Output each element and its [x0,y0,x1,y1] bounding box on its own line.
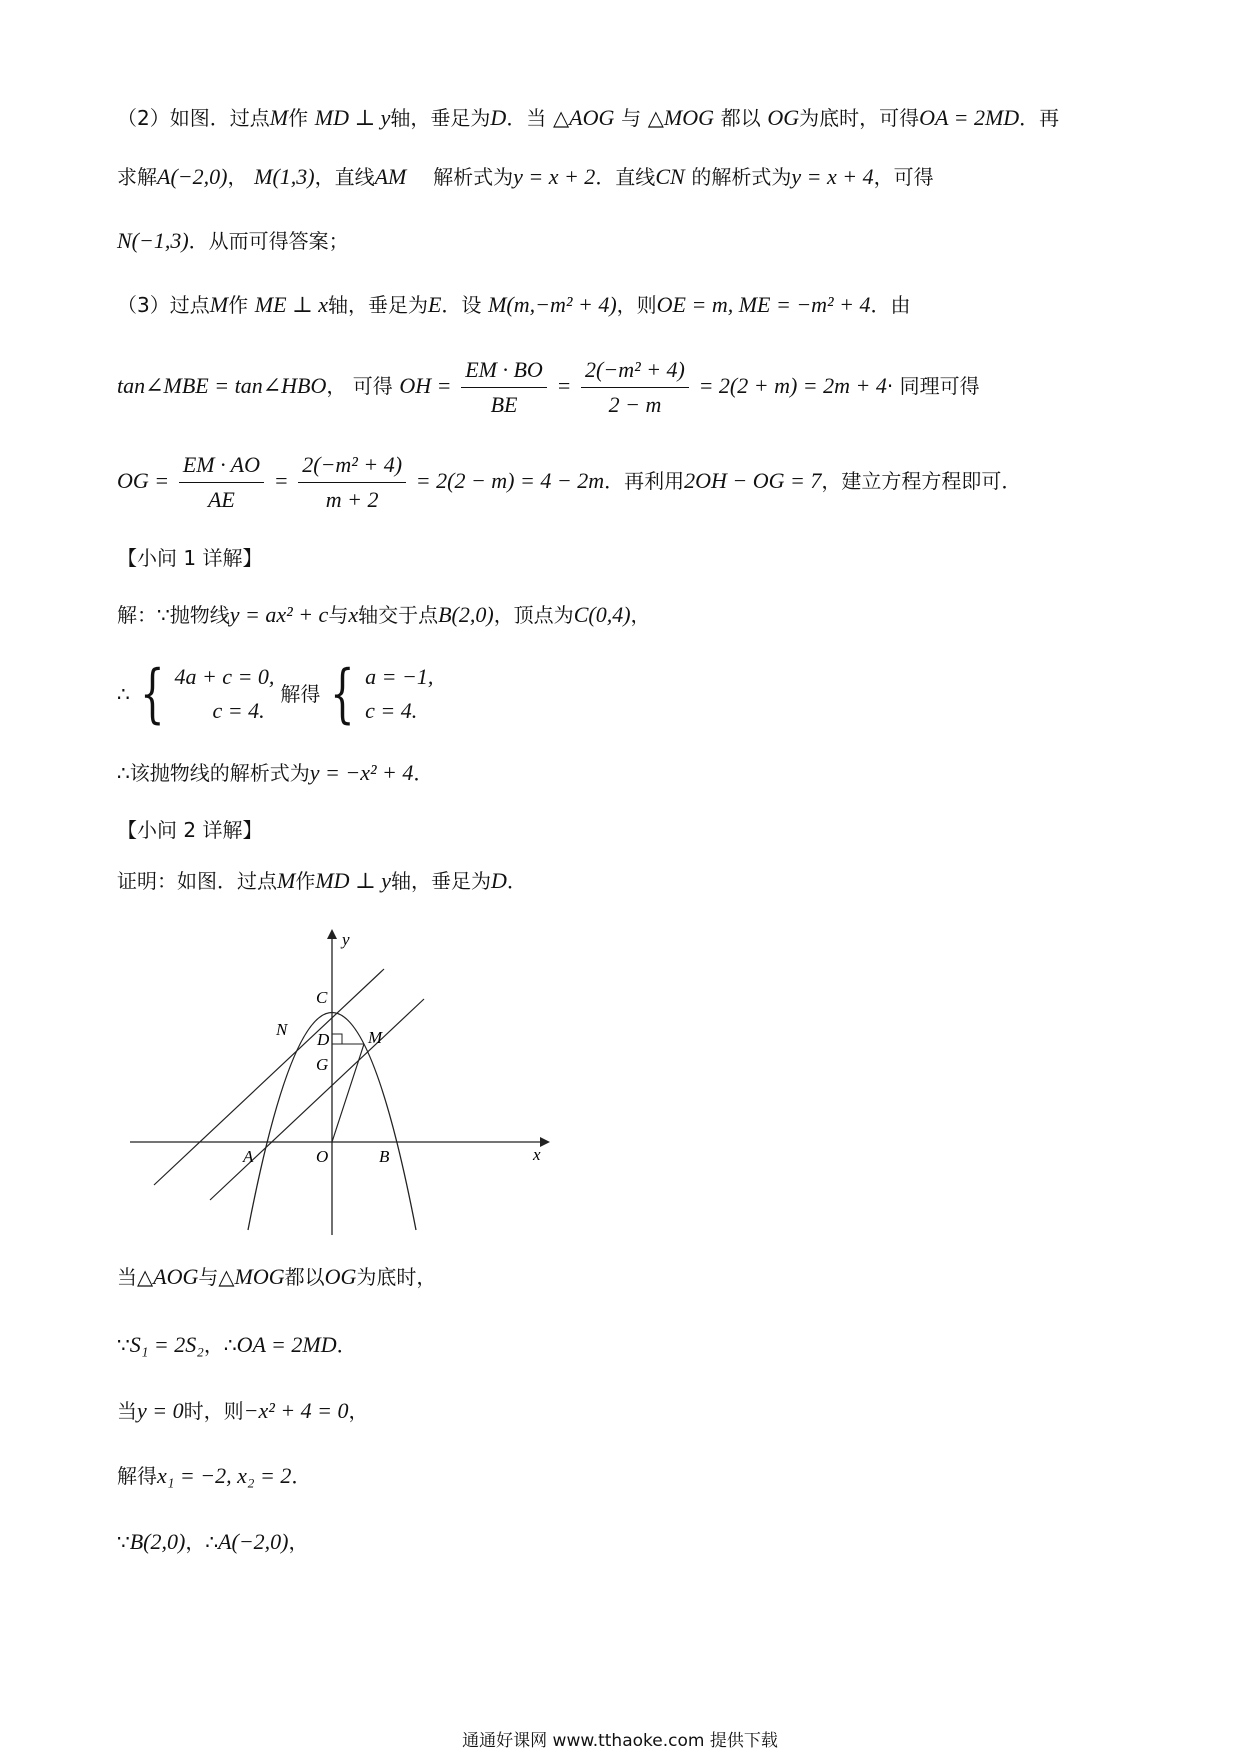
label-y: y [342,930,350,949]
after-line-4: 解得x₁ = −2, x₂ = 2． [117,1463,312,1488]
label-G: G [316,1055,329,1074]
text-line-1: （2）如图．过点M作 MD ⊥ y轴，垂足为D．当 △AOG 与 △MOG 都以 OG为底时，可得OA = 2MD．再 [117,105,1060,130]
fraction: $\frac{EM \cdot BO}{BE}$ [461,355,547,420]
after-line-1: 当△AOG与△MOG都以OG为底时， [117,1264,437,1289]
line-CN [154,969,384,1185]
solution-line-2: ∴该抛物线的解析式为y = −x² + 4． [117,760,434,785]
fraction: $\frac{\text{2(−m² + 4)}}{m + 2}$ [298,450,406,515]
section-heading-1: 【小问 1 详解】 [117,546,263,570]
label-M: M [368,1028,383,1047]
label-D: D [317,1030,330,1049]
after-line-5: ∵B(2,0)，∴A(−2,0)， [117,1529,309,1554]
label-x: x [533,1145,541,1164]
triangle-symbol: △ [137,1265,154,1289]
triangle-symbol: △ [647,106,664,130]
x-axis-arrow [540,1137,550,1147]
left-brace: { [139,657,165,731]
fraction: $\frac{\text{2(−m² + 4)}}{2 - m}$ [581,355,689,420]
label-A: A [243,1147,254,1166]
after-line-2: ∵S₁ = 2S₂，∴OA = 2MD． [117,1332,357,1357]
proof-line: 证明：如图．过点M作MD ⊥ y轴，垂足为D． [117,868,527,893]
text-line-5: tan∠MBE = tan∠HBO， 可得 OH = $\frac{EM \cdot BO}{BE}$ = $\frac{\text{2(−m² + 4)}}{2 - m}$ = 2(2 + m) = 2m + 4· 同理可得 [117,355,980,420]
triangle-symbol: △ [218,1265,235,1289]
equation-system: ∴ { 4a + c = 0, c = 4. 解得 { a = −1, c = 4. [117,657,434,731]
label-C: C [316,988,328,1007]
segment-OM [332,1044,364,1142]
text-line-2: 求解A(−2,0)， M(1,3)，直线AM 解析式为y = x + 2．直线CN 的解析式为y = x + 4，可得 [117,164,934,189]
label-B: B [379,1147,390,1166]
triangle-symbol: △ [553,106,570,130]
left-brace: { [330,657,355,731]
y-axis-arrow [327,929,337,939]
label-N: N [276,1020,288,1039]
label-O: O [316,1147,329,1166]
text-line-6: OG = $\frac{EM \cdot AO}{AE}$ = $\frac{\text{2(−m² + 4)}}{m + 2}$ = 2(2 − m) = 4 − 2m．再利用2OH − OG = 7，建立方程方程即可． [117,450,1021,515]
section-heading-2: 【小问 2 详解】 [117,818,263,842]
after-line-3: 当y = 0时，则−x² + 4 = 0， [117,1398,369,1423]
page-footer: 通通好课网 www.tthaoke.com 提供下载 [462,1731,778,1751]
fraction: $\frac{EM \cdot AO}{AE}$ [179,450,264,515]
parabola-figure [128,925,558,1240]
text-line-3: N(−1,3)．从而可得答案； [117,228,349,253]
text-line-4: （3）过点M作 ME ⊥ x轴，垂足为E．设 M(m,−m² + 4)，则OE = m, ME = −m² + 4．由 [117,292,911,317]
right-angle-mark [332,1034,342,1044]
solution-line-1: 解：∵抛物线y = ax² + c与x轴交于点B(2,0)，顶点为C(0,4)， [117,602,651,627]
